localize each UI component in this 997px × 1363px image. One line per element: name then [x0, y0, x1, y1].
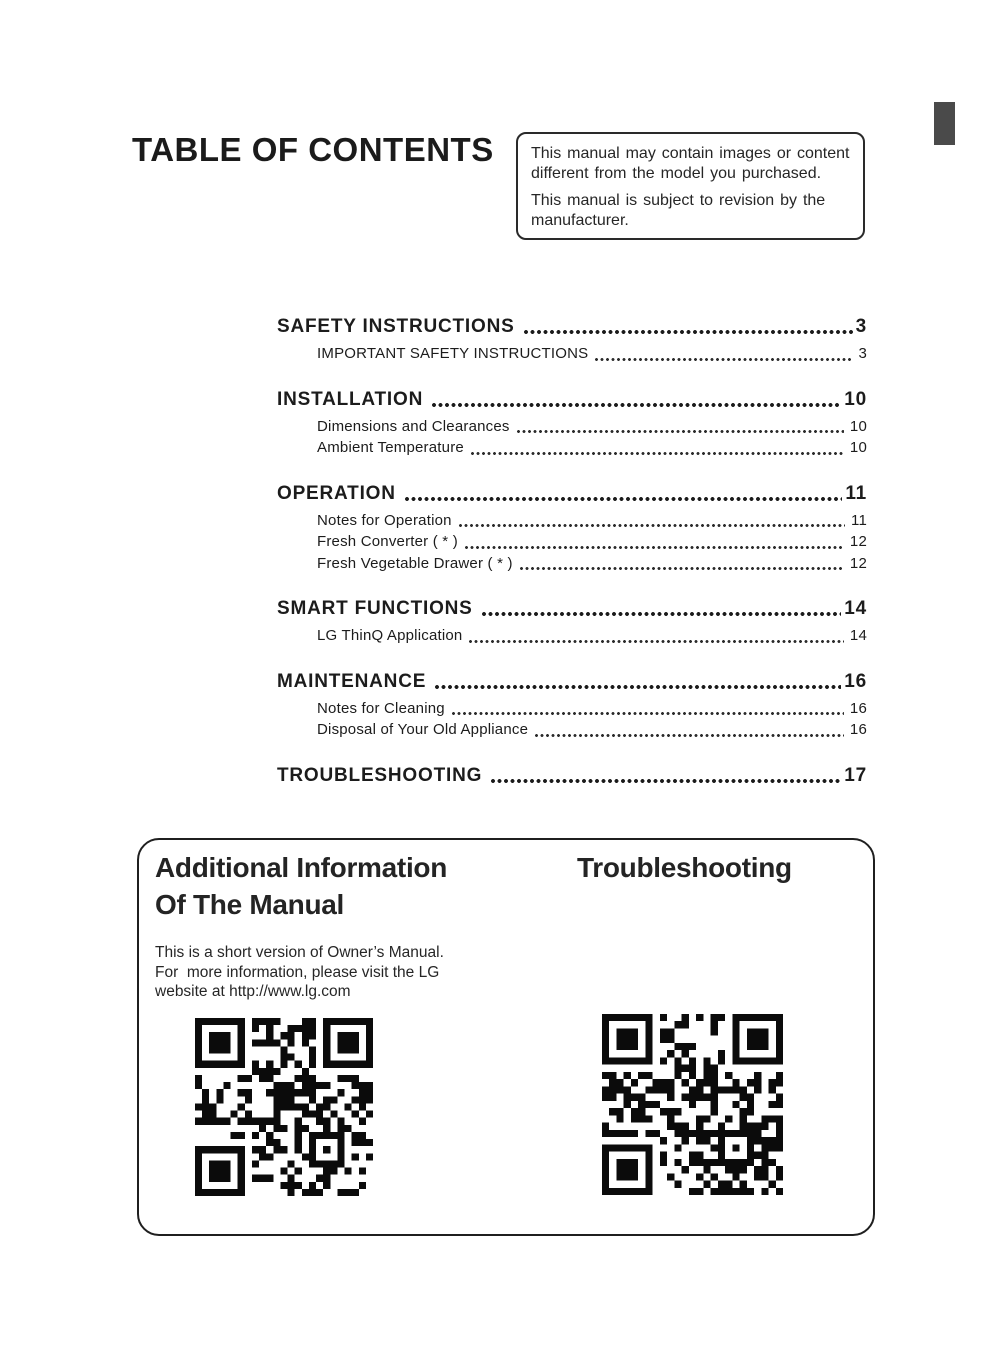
body-line: website at http://www.lg.com	[155, 983, 351, 1000]
toc-section-page: 11	[845, 482, 867, 504]
toc-block-maintenance	[277, 670, 867, 741]
heading-line: Of The Manual	[155, 889, 344, 920]
toc-block-installation	[277, 388, 867, 459]
toc-section-label: SMART FUNCTIONS	[277, 598, 473, 619]
toc-item-page: 3	[858, 345, 867, 362]
note-paragraph: This manual may contain images or content different from the model you purchased.	[531, 145, 850, 182]
toc-item-page: 12	[849, 533, 867, 550]
toc-item-page: 10	[849, 439, 867, 456]
toc-section-label: TROUBLESHOOTING	[277, 764, 483, 786]
toc-section-safety-instructions	[277, 315, 867, 339]
additional-info-heading	[155, 849, 447, 923]
toc-item-important-safety-instructions	[277, 343, 867, 365]
toc-section-label: SAFETY INSTRUCTIONS	[277, 316, 515, 337]
toc-item-notes-for-operation	[277, 510, 867, 532]
toc-section-page: 10	[844, 388, 867, 410]
toc-item-notes-for-cleaning	[277, 698, 867, 720]
toc-item-label: Fresh Converter ( * )	[317, 533, 458, 550]
toc-item-fresh-vegetable-drawer	[277, 553, 867, 575]
body-line: For more information, please visit the LG	[155, 963, 440, 981]
dot-leader	[458, 523, 845, 528]
toc-block-troubleshooting	[277, 764, 867, 788]
dot-leader	[468, 639, 843, 644]
dot-leader	[523, 329, 853, 335]
toc-item-lg-thinq-application	[277, 625, 867, 647]
toc-block-smart-functions	[277, 597, 867, 647]
dot-leader	[516, 429, 844, 434]
toc-block-operation	[277, 482, 867, 575]
toc-item-dimensions-and-clearances	[277, 416, 867, 438]
toc-section-installation	[277, 388, 867, 412]
toc-item-label: Disposal of Your Old Appliance	[317, 721, 529, 738]
dot-leader	[464, 545, 844, 550]
heading-line: Additional Information	[155, 852, 448, 883]
manual-note-box	[516, 132, 865, 240]
toc-section-page: 14	[844, 598, 867, 619]
qr-code-manual-website	[195, 1018, 373, 1196]
dot-leader	[434, 684, 841, 690]
toc-section-label: OPERATION	[277, 482, 396, 504]
page-title: TABLE OF CONTENTS	[132, 131, 494, 168]
dot-leader	[404, 496, 843, 502]
dot-leader	[594, 357, 852, 362]
dot-leader	[470, 451, 844, 456]
toc-item-label: IMPORTANT SAFETY INSTRUCTIONS	[317, 345, 589, 362]
toc-item-label: Notes for Cleaning	[317, 699, 445, 717]
dot-leader	[534, 733, 844, 738]
toc-section-smart-functions	[277, 597, 867, 621]
toc-section-maintenance	[277, 670, 867, 694]
toc-section-operation	[277, 482, 867, 506]
toc-item-page: 16	[849, 721, 867, 738]
troubleshooting-heading: Troubleshooting	[577, 852, 792, 883]
toc-item-label: LG ThinQ Application	[317, 627, 463, 644]
toc-item-label: Notes for Operation	[317, 511, 452, 529]
toc-item-page: 12	[849, 554, 867, 572]
dot-leader	[490, 778, 841, 784]
page-edge-tab-marker	[934, 102, 955, 145]
toc-section-page: 17	[844, 764, 867, 786]
dot-leader	[481, 611, 842, 617]
toc-block-safety-instructions	[277, 315, 867, 365]
toc-item-label: Ambient Temperature	[317, 439, 464, 456]
body-line: This is a short version of Owner’s Manual.	[155, 944, 444, 961]
toc-section-page: 3	[855, 316, 867, 337]
toc-section-troubleshooting	[277, 764, 867, 788]
toc-section-label: INSTALLATION	[277, 388, 424, 410]
additional-info-box	[137, 838, 875, 1236]
additional-info-text	[155, 943, 444, 1002]
toc-item-label: Fresh Vegetable Drawer ( * )	[317, 554, 513, 572]
table-of-contents	[277, 315, 867, 792]
dot-leader	[519, 566, 844, 571]
toc-item-label: Dimensions and Clearances	[317, 417, 510, 435]
dot-leader	[451, 711, 844, 716]
note-paragraph: This manual is subject to revision by the manufacturer.	[531, 192, 826, 229]
toc-item-ambient-temperature	[277, 437, 867, 459]
toc-item-page: 11	[851, 511, 867, 529]
toc-item-page: 16	[849, 699, 867, 717]
toc-section-page: 16	[844, 670, 867, 692]
toc-section-label: MAINTENANCE	[277, 670, 427, 692]
dot-leader	[431, 402, 841, 408]
toc-item-disposal-of-your-old-appliance	[277, 719, 867, 741]
toc-item-page: 14	[849, 627, 867, 644]
toc-item-fresh-converter	[277, 531, 867, 553]
toc-item-page: 10	[849, 417, 867, 435]
qr-code-troubleshooting	[602, 1014, 783, 1195]
